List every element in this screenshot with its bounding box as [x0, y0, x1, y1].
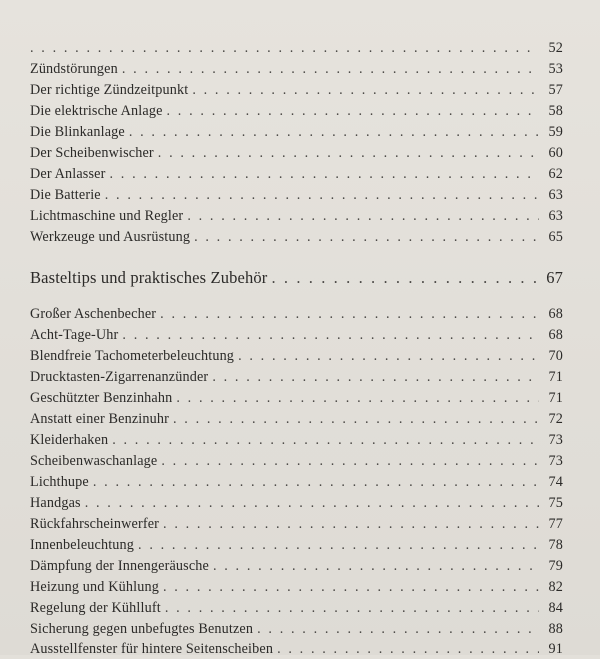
dot-leader — [257, 619, 539, 639]
toc-entry-title: Blendfreie Tachometerbeleuchtung — [30, 348, 235, 364]
toc-heading-page: 67 — [546, 268, 563, 287]
toc-entry — [30, 304, 563, 324]
toc-entry-title: Der Anlasser — [30, 166, 106, 182]
dot-leader — [109, 164, 539, 184]
toc-entry-page: 71 — [548, 390, 563, 406]
toc-entry-title: Heizung und Kühlung — [30, 579, 159, 595]
toc-entry-page: 57 — [548, 82, 563, 98]
toc-entry-page: 88 — [548, 621, 563, 637]
toc-entry-title: Sicherung gegen unbefugtes Benutzen — [30, 621, 254, 637]
dot-leader — [277, 639, 539, 659]
toc-entry-title: Handgas — [30, 495, 81, 511]
toc-entry-page: 68 — [548, 327, 563, 343]
toc-entry-page: 58 — [548, 103, 563, 119]
toc-entry — [30, 409, 563, 429]
toc-entry — [30, 388, 563, 408]
dot-leader — [173, 409, 539, 429]
dot-leader — [167, 101, 539, 121]
dot-leader — [212, 367, 539, 387]
toc-entry-title: Der Scheibenwischer — [30, 145, 154, 161]
toc-entry-title: Kleiderhaken — [30, 432, 109, 448]
toc-entry-page: 63 — [548, 187, 563, 203]
toc-entry-page: 52 — [548, 40, 563, 56]
toc-entry-title: Die Blinkanlage — [30, 124, 125, 140]
toc-entry-page: 68 — [548, 306, 563, 322]
toc-entry-title: Großer Aschenbecher — [30, 306, 157, 322]
toc-entry — [30, 514, 563, 534]
toc-entry — [30, 185, 563, 205]
toc-entry-page: 73 — [548, 432, 563, 448]
toc-entry-title: Scheibenwaschanlage — [30, 453, 158, 469]
toc-entry — [30, 227, 563, 247]
toc-entry-page: 62 — [548, 166, 563, 182]
dot-leader — [30, 38, 539, 58]
dot-leader — [163, 577, 539, 597]
dot-leader — [122, 325, 539, 345]
toc-entry-title: Drucktasten-Zigarrenanzünder — [30, 369, 209, 385]
toc-entry-page: 75 — [548, 495, 563, 511]
toc-entry-page: 65 — [548, 229, 563, 245]
toc-entry — [30, 493, 563, 513]
dot-leader — [238, 346, 539, 366]
dot-leader — [194, 227, 539, 247]
toc-entry-page: 59 — [548, 124, 563, 140]
toc-entry-page: 74 — [548, 474, 563, 490]
toc-entry-page: 82 — [548, 579, 563, 595]
dot-leader — [122, 59, 539, 79]
toc-entry-title: Lichthupe — [30, 474, 89, 490]
toc-entry — [30, 619, 563, 639]
toc-entry — [30, 430, 563, 450]
toc-entry-title: Innenbeleuchtung — [30, 537, 135, 553]
toc-heading-title: Basteltips und praktisches Zubehör — [30, 268, 268, 287]
toc-entry — [30, 38, 563, 58]
toc-entry-title: Die Batterie — [30, 187, 101, 203]
toc-entry-page: 73 — [548, 453, 563, 469]
toc-entry-title: Anstatt einer Benzinuhr — [30, 411, 169, 427]
toc-entry-title: Ausstellfenster für hintere Seitenscheiben — [30, 641, 274, 657]
toc-entry — [30, 59, 563, 79]
toc-entry-page: 60 — [548, 145, 563, 161]
toc-entry-title: Dämpfung der Innengeräusche — [30, 558, 209, 574]
toc-entry — [30, 639, 563, 659]
toc-entry — [30, 556, 563, 576]
toc-entry — [30, 80, 563, 100]
toc-entry-page: 70 — [548, 348, 563, 364]
toc-entry — [30, 101, 563, 121]
dot-leader — [158, 143, 539, 163]
toc-entry-title: Zündstörungen — [30, 61, 118, 77]
toc-entry — [30, 577, 563, 597]
dot-leader — [138, 535, 539, 555]
toc-entry-page: 91 — [548, 641, 563, 657]
toc-entry-page: 78 — [548, 537, 563, 553]
toc-entry — [30, 143, 563, 163]
toc-entry — [30, 598, 563, 618]
toc-entry — [30, 325, 563, 345]
toc-entry-title: Lichtmaschine und Regler — [30, 208, 184, 224]
toc-entry — [30, 451, 563, 471]
dot-leader — [213, 556, 539, 576]
toc-entry-title: Die elektrische Anlage — [30, 103, 163, 119]
dot-leader — [129, 122, 539, 142]
toc-entry — [30, 164, 563, 184]
toc-entry-title: Der richtige Zündzeitpunkt — [30, 82, 189, 98]
toc-entry-page: 63 — [548, 208, 563, 224]
toc-section-heading — [30, 266, 563, 290]
toc-entry-title: Rückfahrscheinwerfer — [30, 516, 160, 532]
dot-leader — [112, 430, 539, 450]
toc-entry-page: 79 — [548, 558, 563, 574]
toc-entry-title: Geschützter Benzinhahn — [30, 390, 173, 406]
toc-entry — [30, 367, 563, 387]
dot-leader — [93, 472, 539, 492]
dot-leader — [192, 80, 539, 100]
dot-leader — [161, 451, 539, 471]
toc-entry — [30, 122, 563, 142]
dot-leader — [85, 493, 539, 513]
toc-entry-title: Werkzeuge und Ausrüstung — [30, 229, 191, 245]
dot-leader — [271, 266, 539, 290]
toc-entry-page: 84 — [548, 600, 563, 616]
toc-entry-page: 72 — [548, 411, 563, 427]
toc-entry-page: 53 — [548, 61, 563, 77]
dot-leader — [160, 304, 539, 324]
toc-entry-page: 71 — [548, 369, 563, 385]
toc-entry-title: Regelung der Kühlluft — [30, 600, 161, 616]
dot-leader — [187, 206, 539, 226]
toc-entry-page: 77 — [548, 516, 563, 532]
dot-leader — [105, 185, 539, 205]
dot-leader — [176, 388, 539, 408]
toc-entry — [30, 535, 563, 555]
toc-entry — [30, 472, 563, 492]
toc-entry — [30, 206, 563, 226]
toc-entry-title: Acht-Tage-Uhr — [30, 327, 119, 343]
toc-entry — [30, 346, 563, 366]
dot-leader — [163, 514, 539, 534]
dot-leader — [165, 598, 539, 618]
